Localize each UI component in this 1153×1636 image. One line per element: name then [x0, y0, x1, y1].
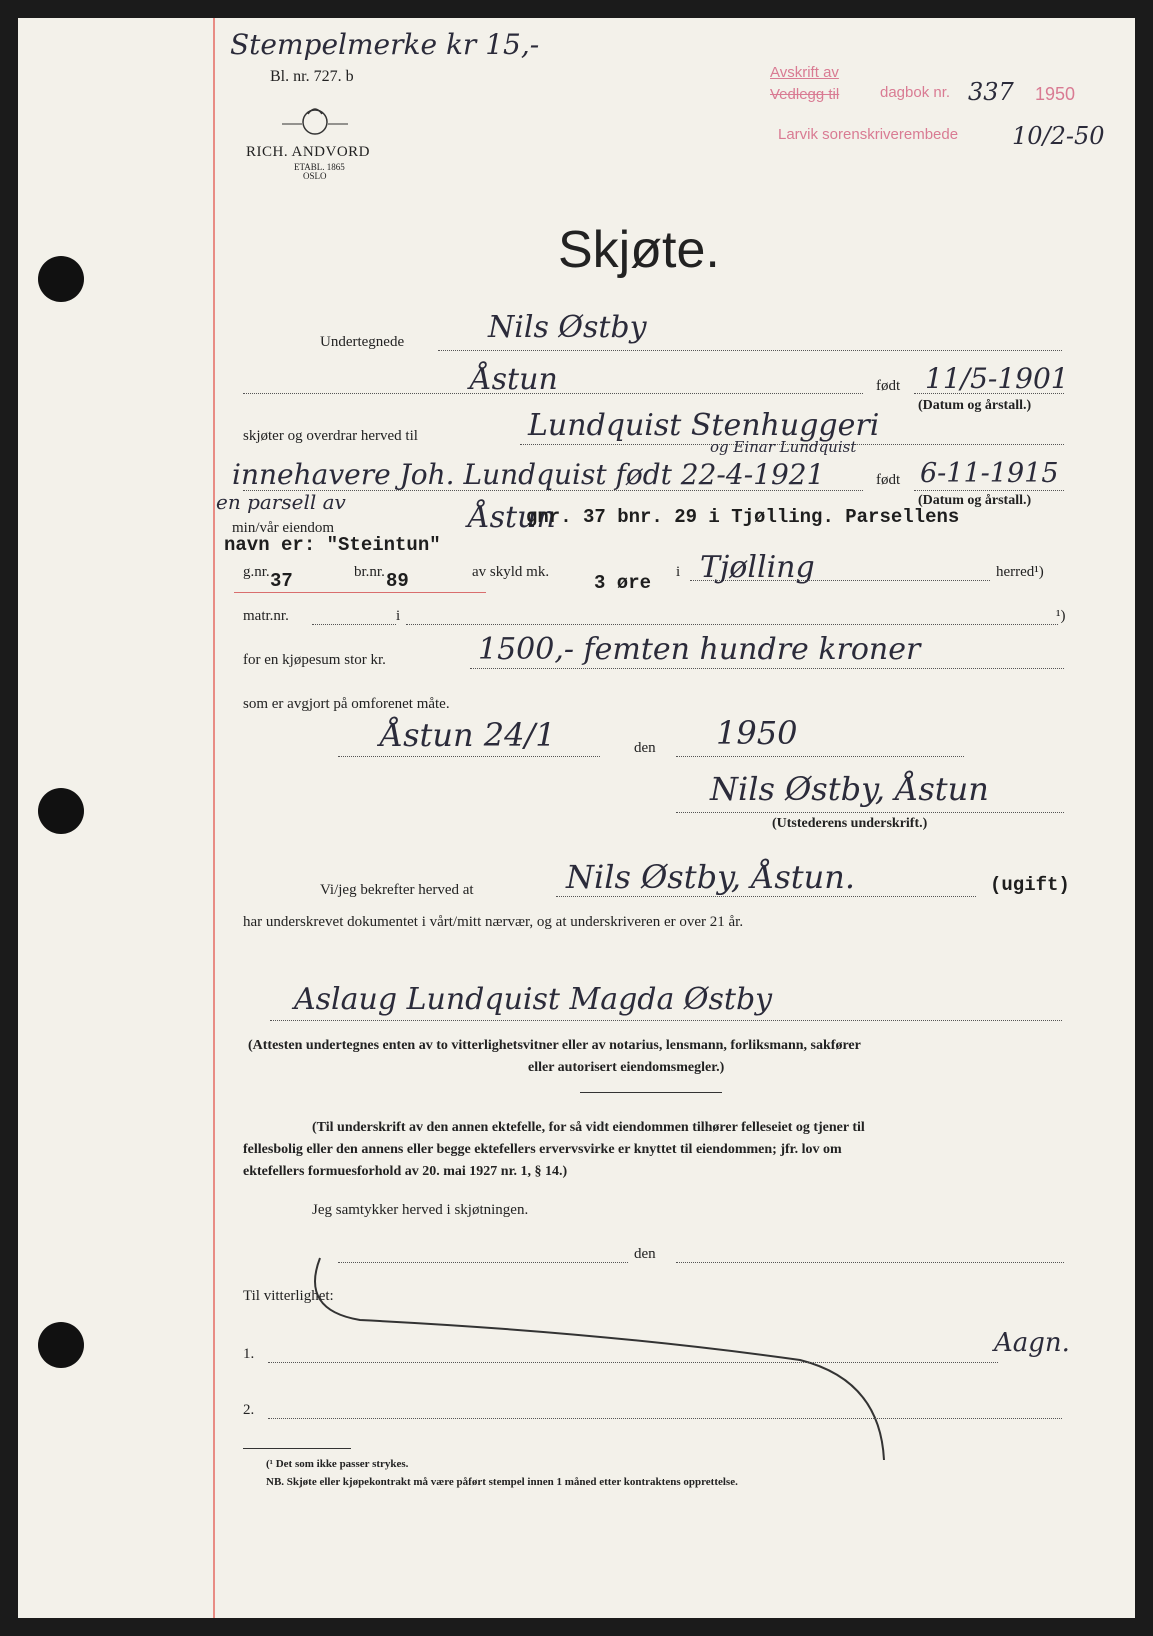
seller-name: Nils Østby — [488, 310, 647, 345]
civil-status: (ugift) — [990, 874, 1070, 896]
matr-i: i — [396, 608, 401, 624]
stamp-dagbok: dagbok nr. — [880, 84, 951, 101]
publisher-established: ETABL. 1865 — [294, 162, 345, 172]
form-number: Bl. nr. 727. b — [270, 68, 354, 85]
eiendom-typed: gnr. 37 bnr. 29 i Tjølling. Parsellens — [526, 506, 960, 528]
herred-label: herred¹) — [996, 564, 1044, 580]
fill-line — [470, 668, 1064, 669]
gnr-label: g.nr. — [243, 564, 270, 580]
punch-hole — [38, 788, 84, 834]
buyer-name: Lundquist Stenhuggeri — [528, 408, 880, 443]
samtykker-text: Jeg samtykker herved i skjøtningen. — [312, 1202, 529, 1218]
gnr-value: 37 — [270, 570, 293, 592]
utsteder-hint: (Utstederens underskrift.) — [772, 816, 928, 831]
buyer-line2: innehavere Joh. Lundquist født 22-4-1921 — [232, 458, 825, 491]
underskrevet-text: har underskrevet dokumentet i vårt/mitt nærvær, og at underskriveren er over 21 år. — [243, 914, 744, 930]
publisher-city: OSLO — [303, 171, 327, 181]
fill-line — [676, 756, 964, 757]
i-label: i — [676, 564, 681, 580]
ektefelle-note-3: ektefellers formuesforhold av 20. mai 1927 nr. 1, § 14.) — [243, 1164, 568, 1179]
footnote-divider — [243, 1448, 351, 1449]
stamp-dagbok-number: 337 — [968, 78, 1014, 106]
footnote-2: NB. Skjøte eller kjøpekontrakt må være påført stempel innen 1 måned etter kontraktens opprettelse. — [266, 1476, 738, 1488]
stamp-date: 10/2-50 — [1012, 122, 1105, 150]
bekrefter-name: Nils Østby, Åstun. — [566, 858, 856, 896]
stamp-office: Larvik sorenskriverembede — [778, 126, 959, 143]
red-underline — [234, 592, 486, 593]
signature-line — [676, 812, 1064, 813]
bekrefter-label: Vi/jeg bekrefter herved at — [320, 882, 474, 898]
attest-note-1: (Attesten undertegnes enten av to vitterlighetsvitner eller av notarius, lensmann, forliksmann, sakfører — [248, 1038, 861, 1053]
fill-line — [438, 350, 1062, 351]
seller-signature: Nils Østby, Åstun — [710, 770, 989, 808]
skyld-label: av skyld mk. — [472, 564, 550, 580]
den-label: den — [634, 740, 656, 756]
den2-label: den — [634, 1246, 656, 1262]
datum-hint: (Datum og årstall.) — [918, 398, 1032, 413]
seller-born: 11/5-1901 — [925, 362, 1069, 395]
punch-hole — [38, 1322, 84, 1368]
skjoter-label: skjøter og overdrar herved til — [243, 428, 418, 444]
stamp-vedlegg: Vedlegg til — [770, 86, 840, 103]
eiendom-label: min/vår eiendom — [232, 520, 335, 536]
signing-year: 1950 — [716, 714, 798, 752]
avgjort-text: som er avgjort på omforenet måte. — [243, 696, 450, 712]
margin-line — [213, 18, 215, 1618]
fodt-label-2: født — [876, 472, 901, 488]
document-title: Skjøte. — [558, 221, 720, 279]
brnr-label: br.nr. — [354, 564, 385, 580]
publisher-name: RICH. ANDVORD — [246, 144, 371, 160]
fill-line — [312, 624, 396, 625]
skyld-value: 3 øre — [594, 572, 652, 594]
footnote-1: (¹ Det som ikke passer strykes. — [266, 1458, 409, 1470]
attest-note-2: eller autorisert eiendomsmegler.) — [528, 1060, 725, 1075]
handwritten-stamp-note: Stempelmerke kr 15,- — [230, 28, 540, 61]
signing-place-date: Åstun 24/1 — [380, 716, 556, 754]
clerk-initials: Aagn. — [994, 1328, 1070, 1358]
property-name: navn er: "Steintun" — [224, 534, 441, 556]
divider — [580, 1092, 722, 1093]
fill-line — [268, 1362, 998, 1363]
witness-2-number: 2. — [243, 1402, 255, 1418]
fill-line — [914, 490, 1064, 491]
fill-line — [270, 1020, 1062, 1021]
stamp-year: 1950 — [1035, 84, 1076, 104]
stamp-avskrift: Avskrift av — [770, 64, 839, 81]
undertegnede-label: Undertegnede — [320, 334, 405, 350]
punch-hole — [38, 256, 84, 302]
fill-line — [556, 896, 976, 897]
witness-1-number: 1. — [243, 1346, 255, 1362]
publisher-logo — [280, 100, 350, 144]
parsell-note: en parsell av — [216, 490, 346, 514]
strike-through-curve — [300, 1250, 900, 1480]
fill-line — [338, 756, 600, 757]
ektefelle-note-2: fellesbolig eller den annens eller begge ektefellers ervervsvirke er knyttet til eiendommen; jfr. lov om — [243, 1142, 842, 1157]
buyer-born: 6-11-1915 — [920, 458, 1059, 489]
datum-hint-2: (Datum og årstall.) — [918, 493, 1032, 508]
kjopesum-value: 1500,- femten hundre kroner — [478, 632, 921, 667]
fill-line — [406, 624, 1058, 625]
eiendom-place: Åstun — [468, 500, 556, 535]
buyer-extra: og Einar Lundquist — [710, 438, 857, 456]
matr-label: matr.nr. — [243, 608, 289, 624]
brnr-value: 89 — [386, 570, 409, 592]
seller-place: Åstun — [470, 362, 558, 397]
matr-end: ¹) — [1056, 608, 1066, 624]
herred-value: Tjølling — [700, 550, 815, 585]
kjopesum-label: for en kjøpesum stor kr. — [243, 652, 386, 668]
fill-line — [268, 1418, 1062, 1419]
fodt-label: født — [876, 378, 901, 394]
witness-signatures: Aslaug Lundquist Magda Østby — [294, 982, 773, 1017]
vitterlighet-label: Til vitterlighet: — [243, 1288, 334, 1304]
ektefelle-note-1: (Til underskrift av den annen ektefelle, for så vidt eiendommen tilhører felleseiet og tjener til — [312, 1120, 865, 1135]
